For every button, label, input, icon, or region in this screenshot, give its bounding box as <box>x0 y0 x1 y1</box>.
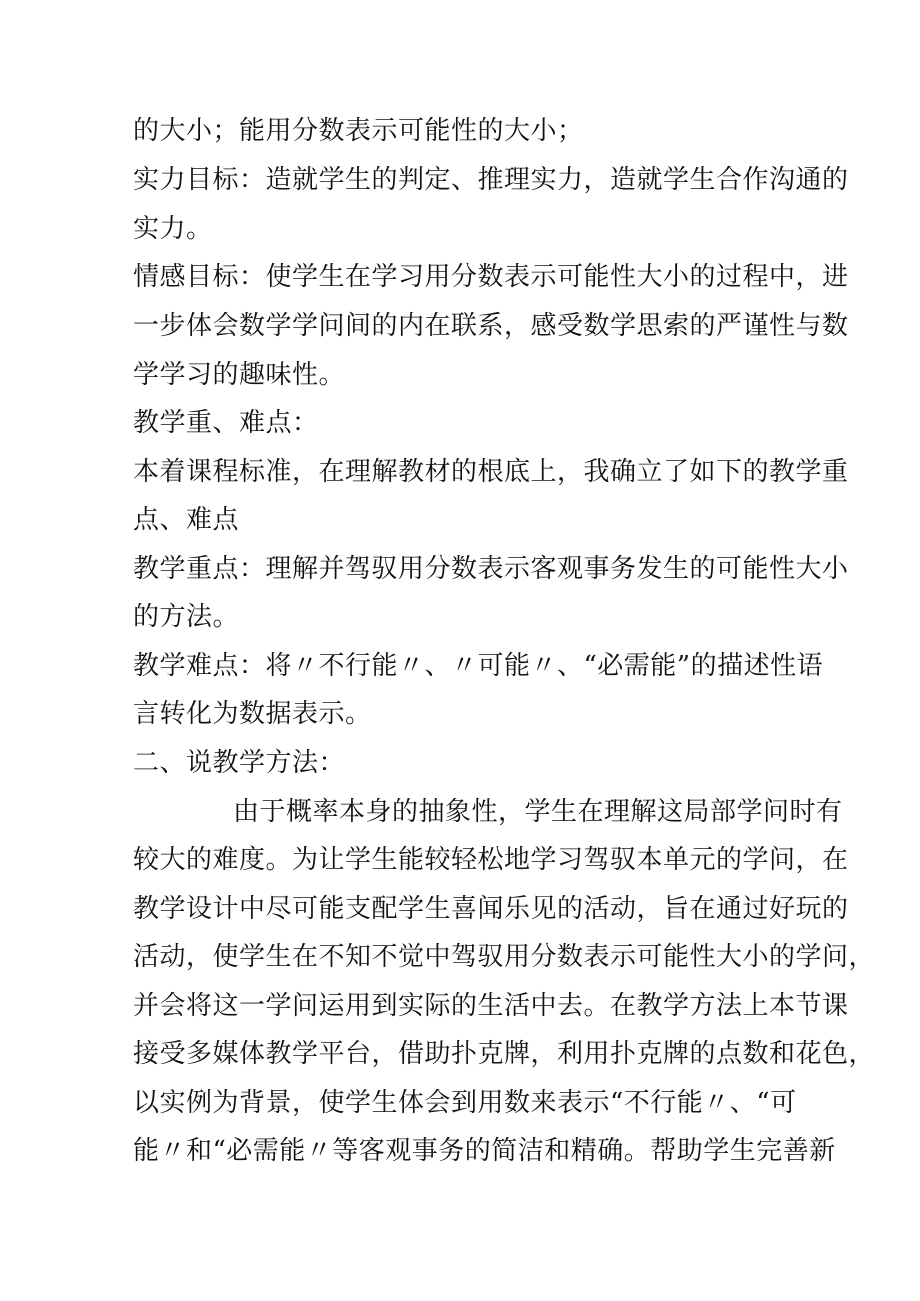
text-line: 学学习的趣味性。 <box>133 360 346 390</box>
text-line: 实力目标：造就学生的判定、推理实力，造就学生合作沟通的 <box>133 165 849 195</box>
text-line: 的方法。 <box>133 602 240 632</box>
section-heading: 教学重、难点： <box>133 408 319 438</box>
text-line: 一步体会数学学问间的内在联系，感受数学思索的严谨性与数 <box>133 311 849 341</box>
text-line: 点、难点 <box>133 505 240 535</box>
paragraph-first-line: 由于概率本身的抽象性，学生在理解这局部学问时有 <box>233 797 843 827</box>
text-line: 教学重点：理解并驾驭用分数表示客观事务发生的可能性大小 <box>133 554 849 584</box>
section-heading: 二、说教学方法： <box>133 748 346 778</box>
text-line: 实力。 <box>133 214 213 244</box>
text-line: 较大的难度。为让学生能较轻松地学习驾驭本单元的学问，在 <box>133 845 849 875</box>
text-line: 的大小；能用分数表示可能性的大小； <box>133 116 584 146</box>
text-line: 言转化为数据表示。 <box>133 699 372 729</box>
text-line: 接受多媒体教学平台，借助扑克牌，利用扑克牌的点数和花色， <box>133 1039 876 1069</box>
text-line: 以实例为背景，使学生体会到用数来表示“不行能〃、“可 <box>133 1088 797 1118</box>
text-line: 本着课程标准，在理解教材的根底上，我确立了如下的教学重 <box>133 457 849 487</box>
text-line: 能〃和“必需能〃等客观事务的简洁和精确。帮助学生完善新 <box>133 1136 836 1166</box>
text-line: 教学设计中尽可能支配学生喜闻乐见的活动，旨在通过好玩的 <box>133 894 849 924</box>
text-line: 教学难点：将〃不行能〃、〃可能〃、“必需能”的描述性语 <box>133 651 824 681</box>
text-line: 并会将这一学问运用到实际的生活中去。在教学方法上本节课 <box>133 991 849 1021</box>
text-line: 情感目标：使学生在学习用分数表示可能性大小的过程中，进 <box>133 262 849 292</box>
text-line: 活动，使学生在不知不觉中驾驭用分数表示可能性大小的学问， <box>133 942 876 972</box>
